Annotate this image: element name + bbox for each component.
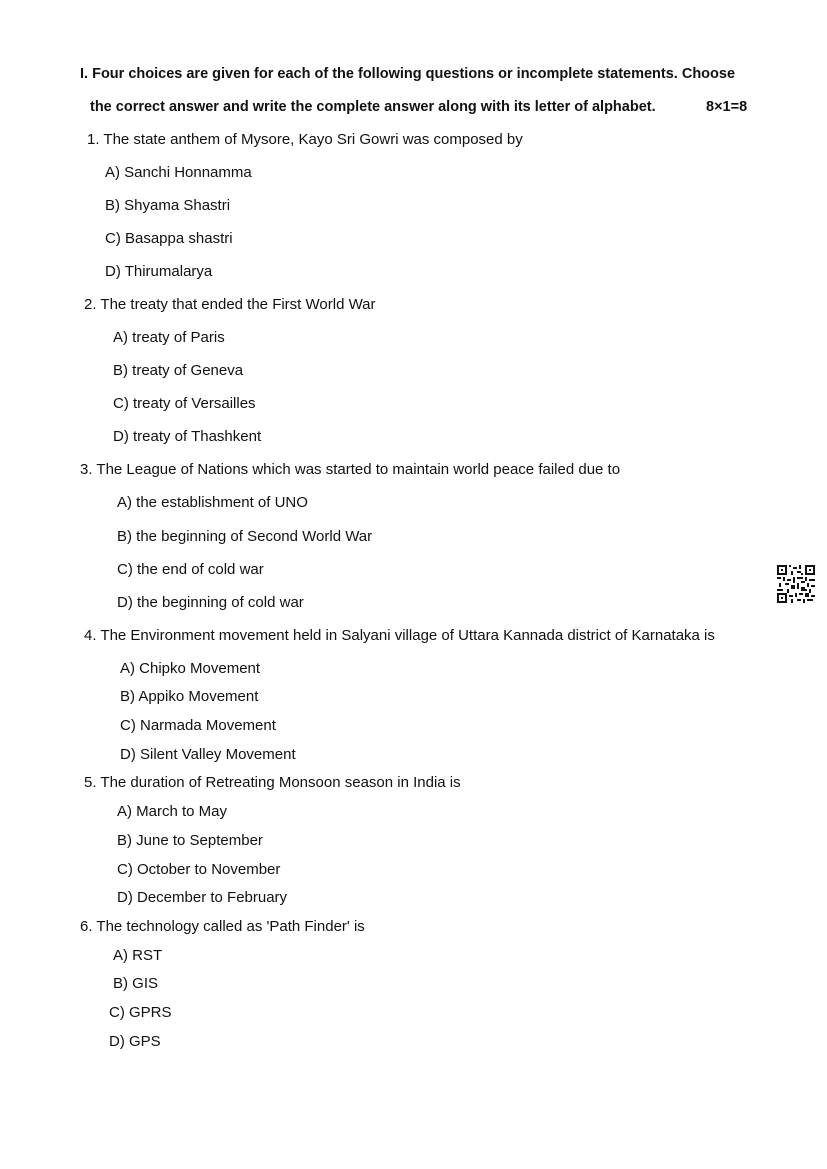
qr-code-icon[interactable]	[777, 565, 815, 603]
question-5: 5. The duration of Retreating Monsoon season in India is	[84, 774, 461, 791]
q5-option-d: D) December to February	[117, 889, 288, 906]
q6-option-d: D) GPS	[109, 1033, 161, 1050]
q2-option-d: D) treaty of Thashkent	[113, 428, 262, 445]
q3-option-b: B) the beginning of Second World War	[117, 528, 373, 545]
q2-option-b: B) treaty of Geneva	[113, 362, 244, 379]
q5-option-c: C) October to November	[117, 861, 281, 878]
question-4: 4. The Environment movement held in Salyani village of Uttara Kannada district of Karnataka is	[84, 627, 715, 644]
q2-option-c: C) treaty of Versailles	[113, 395, 256, 412]
q1-option-d: D) Thirumalarya	[105, 263, 213, 280]
q2-option-a: A) treaty of Paris	[113, 329, 225, 346]
marks-label: 8×1=8	[706, 99, 748, 115]
q3-option-a: A) the establishment of UNO	[117, 494, 308, 511]
q3-option-c: C) the end of cold war	[117, 561, 264, 578]
q1-option-b: B) Shyama Shastri	[105, 197, 231, 214]
question-1: 1. The state anthem of Mysore, Kayo Sri Gowri was composed by	[87, 131, 523, 148]
q3-option-d: D) the beginning of cold war	[117, 594, 304, 611]
q4-option-b: B) Appiko Movement	[120, 688, 259, 705]
q6-option-b: B) GIS	[113, 975, 159, 992]
q1-option-c: C) Basappa shastri	[105, 230, 233, 247]
instructions-line-2: the correct answer and write the complete answer along with its letter of alphabet.	[90, 99, 656, 115]
question-2: 2. The treaty that ended the First World War	[84, 296, 376, 313]
question-3: 3. The League of Nations which was started to maintain world peace failed due to	[80, 461, 621, 478]
q6-option-c: C) GPRS	[109, 1004, 172, 1021]
q6-option-a: A) RST	[113, 947, 163, 964]
q4-option-a: A) Chipko Movement	[120, 660, 261, 677]
instructions-line-1: I. Four choices are given for each of the following questions or incomplete statements. Choose	[80, 66, 736, 82]
q4-option-d: D) Silent Valley Movement	[120, 746, 296, 763]
q5-option-a: A) March to May	[117, 803, 228, 820]
q5-option-b: B) June to September	[117, 832, 263, 849]
q4-option-c: C) Narmada Movement	[120, 717, 276, 734]
question-6: 6. The technology called as 'Path Finder' is	[80, 918, 365, 935]
q1-option-a: A) Sanchi Honnamma	[105, 164, 252, 181]
